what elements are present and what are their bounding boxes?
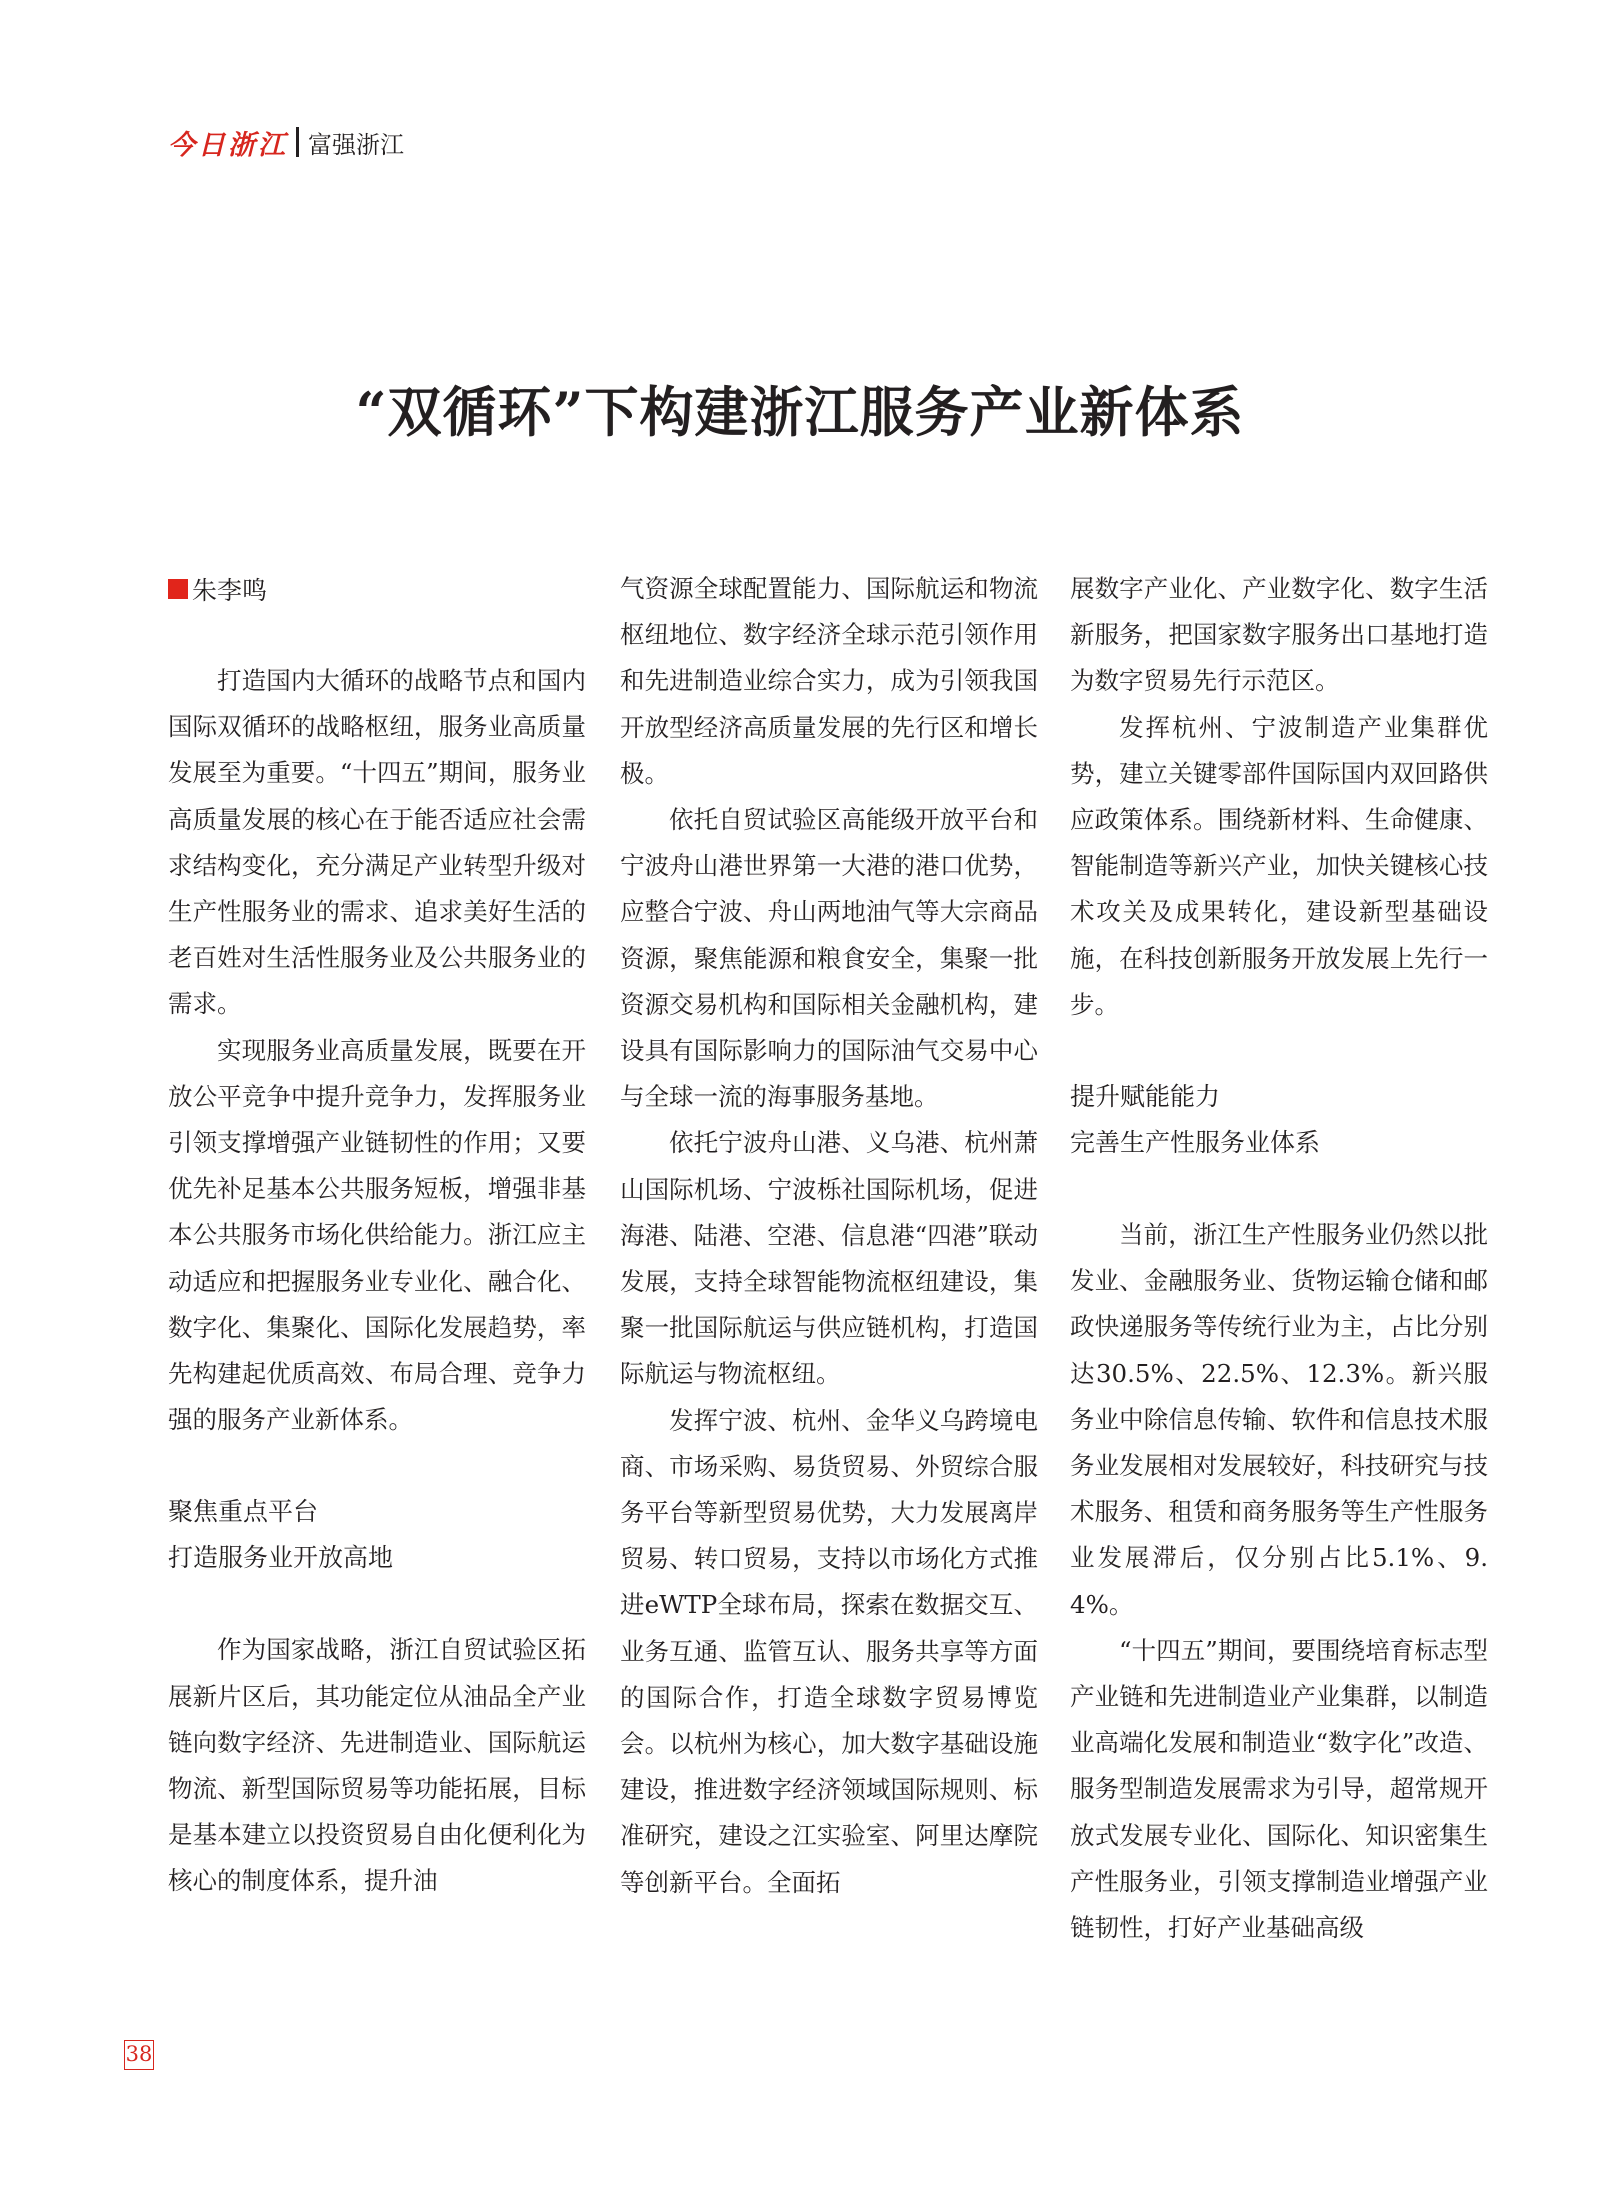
paragraph: 作为国家战略，浙江自贸试验区拓展新片区后，其功能定位从油品全产业链向数字经济、先进制造业、国际航运物流、新型国际贸易等功能拓展，目标是基本建立以投资贸易自由化便利化为核心的制度体系，提升油 [168, 1635, 586, 1896]
paragraph: 发挥杭州、宁波制造产业集群优势，建立关键零部件国际国内双回路供应政策体系。围绕新材料、生命健康、智能制造等新兴产业，加快关键核心技术攻关及成果转化，建设新型基础设施，在科技创新服务开放发展上先行一步。 [1070, 712, 1488, 1019]
paragraph: 打造国内大循环的战略节点和国内国际双循环的战略枢纽，服务业高质量发展至为重要。“十四五”期间，服务业高质量发展的核心在于能否适应社会需求结构变化，充分满足产业转型升级对生产性服务业的需求、追求美好生活的老百姓对生活性服务业及公共服务业的需求。 [168, 666, 586, 1019]
author-name: 朱李鸣 [192, 576, 268, 605]
page-header [168, 124, 404, 160]
paragraph: 实现服务业高质量发展，既要在开放公平竞争中提升竞争力，发挥服务业引领支撑增强产业链韧性的作用；又要优先补足基本公共服务短板，增强非基本公共服务市场化供给能力。浙江应主动适应和把握服务业专业化、融合化、数字化、集聚化、国际化发展趋势，率先构建起优质高效、布局合理、竞争力强的服务产业新体系。 [168, 1035, 586, 1435]
section-heading-line: 完善生产性服务业体系 [1070, 1128, 1321, 1158]
magazine-logo: 今日浙江 [168, 129, 288, 161]
page-number: 38 [124, 2040, 154, 2070]
section-heading-line: 聚焦重点平台 [168, 1497, 319, 1527]
paragraph: “十四五”期间，要围绕培育标志型产业链和先进制造业产业集群，以制造业高端化发展和制造业“数字化”改造、服务型制造发展需求为引导，超常规开放式发展专业化、国际化、知识密集生产性服务业，引领支撑制造业增强产业链韧性，打好产业基础高级 [1070, 1635, 1488, 1943]
article-title: “双循环”下构建浙江服务产业新体系 [355, 380, 1245, 444]
section-heading [168, 1489, 586, 1581]
section-name: 富强浙江 [308, 130, 404, 159]
paragraph-continued: 气资源全球配置能力、国际航运和物流枢纽地位、数字经济全球示范引领作用和先进制造业综合实力，成为引领我国开放型经济高质量发展的先行区和增长极。 [620, 574, 1038, 788]
section-heading [1070, 1074, 1488, 1166]
column-1 [168, 566, 586, 1905]
column-2 [620, 566, 1038, 1906]
section-heading-line: 提升赋能能力 [1070, 1082, 1221, 1112]
paragraph: 发挥宁波、杭州、金华义乌跨境电商、市场采购、易货贸易、外贸综合服务平台等新型贸易优势，大力发展离岸贸易、转口贸易，支持以市场化方式推进eWTP全球布局，探索在数据交互、业务互通、监管互认、服务共享等方面的国际合作，打造全球数字贸易博览会。以杭州为核心，加大数字基础设施建设，推进数字经济领域国际规则、标准研究，建设之江实验室、阿里达摩院等创新平台。全面拓 [620, 1405, 1038, 1897]
paragraph: 依托自贸试验区高能级开放平台和宁波舟山港世界第一大港的港口优势，应整合宁波、舟山两地油气等大宗商品资源，聚焦能源和粮食安全，集聚一批资源交易机构和国际相关金融机构，建设具有国际影响力的国际油气交易中心与全球一流的海事服务基地。 [620, 805, 1038, 1112]
byline [168, 566, 586, 612]
column-3 [1070, 566, 1488, 1951]
section-heading-line: 打造服务业开放高地 [168, 1543, 394, 1573]
paragraph: 当前，浙江生产性服务业仍然以批发业、金融服务业、货物运输仓储和邮政快递服务等传统行业为主，占比分别达30.5%、22.5%、12.3%。新兴服务业中除信息传输、软件和信息技术服务业发展相对发展较好，科技研究与技术服务、租赁和商务服务等生产性服务业发展滞后，仅分别占比5.1%、9.4%。 [1070, 1220, 1488, 1619]
paragraph: 依托宁波舟山港、义乌港、杭州萧山国际机场、宁波栎社国际机场，促进海港、陆港、空港、信息港“四港”联动发展，支持全球智能物流枢纽建设，集聚一批国际航运与供应链机构，打造国际航运与物流枢纽。 [620, 1128, 1038, 1389]
red-square-marker [168, 579, 188, 599]
header-divider [296, 127, 299, 157]
paragraph-continued: 展数字产业化、产业数字化、数字生活新服务，把国家数字服务出口基地打造为数字贸易先行示范区。 [1070, 574, 1488, 696]
